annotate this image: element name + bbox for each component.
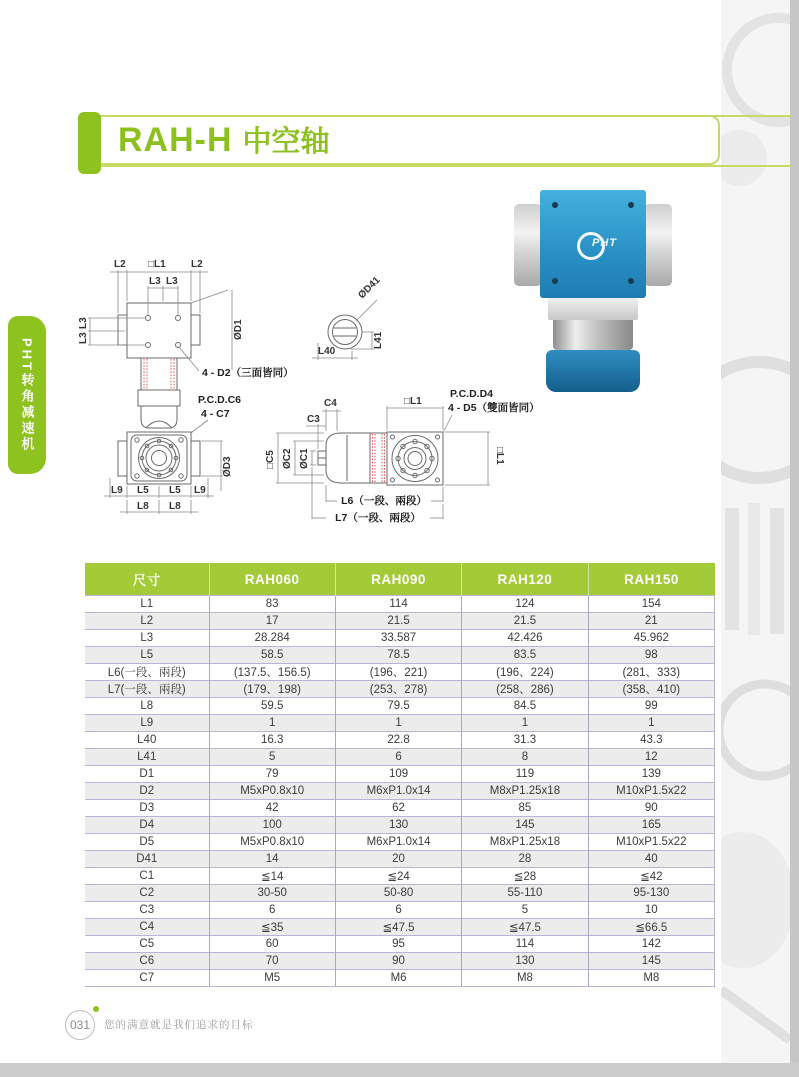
table-row	[85, 766, 715, 783]
dim-label: L5	[137, 485, 149, 496]
table-row	[85, 817, 715, 834]
row-label: C6	[85, 953, 209, 970]
spec-cell: M10xP1.5x22	[588, 783, 714, 800]
table-row	[85, 783, 715, 800]
dim-label: L8	[169, 501, 181, 512]
table-row	[85, 647, 715, 664]
background-machinery-image	[721, 0, 790, 1077]
table-row	[85, 698, 715, 715]
drawing-note: 4 - D2（三面皆同）	[202, 367, 294, 379]
spec-cell: M6xP1.0x14	[335, 834, 461, 851]
dim-label: □L1	[494, 447, 505, 465]
dim-label: L3	[149, 276, 161, 287]
row-label: L2	[85, 613, 209, 630]
spec-cell: 8	[462, 749, 588, 766]
spec-cell: 45.962	[588, 630, 714, 647]
spec-table	[85, 563, 715, 987]
spec-cell: (358、410)	[588, 681, 714, 698]
drawing-note: P.C.D.D4	[450, 388, 493, 400]
table-row	[85, 613, 715, 630]
top-view-drawing	[78, 259, 294, 439]
screw-dot	[628, 202, 634, 208]
spec-cell: ≦42	[588, 868, 714, 885]
dim-label: L6（一段、兩段）	[341, 495, 427, 507]
row-label: C1	[85, 868, 209, 885]
table-row	[85, 715, 715, 732]
spec-cell: ≦47.5	[335, 919, 461, 936]
spec-cell: 83	[209, 596, 335, 613]
spec-cell: ≦28	[462, 868, 588, 885]
table-row	[85, 749, 715, 766]
spec-cell: 114	[335, 596, 461, 613]
table-row	[85, 970, 715, 987]
table-row	[85, 902, 715, 919]
dim-label: □L1	[404, 396, 422, 407]
screw-dot	[552, 202, 558, 208]
footer-tagline: 您的满意就是我们追求的目标	[104, 1019, 254, 1031]
spec-cell: 6	[335, 902, 461, 919]
dim-label: L3	[166, 276, 178, 287]
row-label: L5	[85, 647, 209, 664]
spec-cell: 95-130	[588, 885, 714, 902]
spec-cell: ≦35	[209, 919, 335, 936]
spec-cell: 21.5	[335, 613, 461, 630]
screw-dot	[552, 278, 558, 284]
row-label: D2	[85, 783, 209, 800]
row-label: D3	[85, 800, 209, 817]
product-photo	[500, 182, 685, 394]
dim-label: L5	[169, 485, 181, 496]
header-accent-bar	[78, 112, 101, 174]
sidebar-category-label: PHT转角减速机	[19, 337, 35, 453]
footer-green-dot	[93, 1006, 99, 1012]
spec-cell: M8xP1.25x18	[462, 783, 588, 800]
spec-cell: (196、221)	[335, 664, 461, 681]
row-label: L40	[85, 732, 209, 749]
spec-cell: 16.3	[209, 732, 335, 749]
table-row	[85, 800, 715, 817]
table-row	[85, 732, 715, 749]
column-header: RAH120	[462, 563, 588, 596]
spec-cell: 78.5	[335, 647, 461, 664]
spec-cell: 50-80	[335, 885, 461, 902]
spec-cell: 124	[462, 596, 588, 613]
page-edge-right	[790, 0, 799, 1077]
spec-cell: 6	[335, 749, 461, 766]
spec-cell: M5xP0.8x10	[209, 834, 335, 851]
spec-cell: ≦14	[209, 868, 335, 885]
drawing-note: 4 - C7	[201, 408, 230, 420]
spec-cell: 1	[335, 715, 461, 732]
corner-header: 尺寸	[85, 563, 209, 596]
spec-cell: ≦24	[335, 868, 461, 885]
column-header: RAH060	[209, 563, 335, 596]
spec-cell: 31.3	[462, 732, 588, 749]
spec-cell: 1	[588, 715, 714, 732]
row-label: L1	[85, 596, 209, 613]
spec-cell: 100	[209, 817, 335, 834]
dim-label: C4	[324, 398, 337, 409]
spec-cell: 12	[588, 749, 714, 766]
spec-cell: M6xP1.0x14	[335, 783, 461, 800]
page-title	[118, 119, 330, 160]
spec-cell: 30-50	[209, 885, 335, 902]
spec-cell: 130	[462, 953, 588, 970]
row-label: C2	[85, 885, 209, 902]
spec-cell: (179、198)	[209, 681, 335, 698]
spec-cell: (258、286)	[462, 681, 588, 698]
spec-cell: ≦66.5	[588, 919, 714, 936]
spec-cell: 21.5	[462, 613, 588, 630]
spec-cell: 14	[209, 851, 335, 868]
table-row	[85, 664, 715, 681]
spec-cell: 70	[209, 953, 335, 970]
column-header: RAH090	[335, 563, 461, 596]
table-row	[85, 936, 715, 953]
spec-cell: 59.5	[209, 698, 335, 715]
spec-cell: 43.3	[588, 732, 714, 749]
row-label: L9	[85, 715, 209, 732]
dim-label: L7（一段、兩段）	[335, 512, 421, 524]
spec-cell: 145	[462, 817, 588, 834]
spec-cell: M6	[335, 970, 461, 987]
drawing-note: P.C.D.C6	[198, 394, 241, 406]
dim-label: L9	[194, 485, 206, 496]
spec-cell: 28	[462, 851, 588, 868]
spec-cell: 114	[462, 936, 588, 953]
row-label: L8	[85, 698, 209, 715]
row-label: D4	[85, 817, 209, 834]
spec-cell: 142	[588, 936, 714, 953]
spec-cell: 95	[335, 936, 461, 953]
spec-cell: ≦47.5	[462, 919, 588, 936]
spec-cell: 83.5	[462, 647, 588, 664]
dim-label: L2	[114, 259, 126, 270]
spec-cell: 90	[588, 800, 714, 817]
product-left-flange	[514, 204, 542, 286]
spec-cell: 109	[335, 766, 461, 783]
row-label: L41	[85, 749, 209, 766]
spec-cell: 119	[462, 766, 588, 783]
spec-cell: 33.587	[335, 630, 461, 647]
spec-cell: M8	[588, 970, 714, 987]
spec-cell: 20	[335, 851, 461, 868]
spec-cell: 1	[462, 715, 588, 732]
side-view-drawing	[265, 388, 540, 524]
spec-cell: 58.5	[209, 647, 335, 664]
table-row	[85, 834, 715, 851]
product-cylinder	[553, 320, 633, 350]
spec-cell: (196、224)	[462, 664, 588, 681]
spec-cell: (137.5、156.5)	[209, 664, 335, 681]
spec-cell: 28.284	[209, 630, 335, 647]
table-row	[85, 681, 715, 698]
spec-cell: 10	[588, 902, 714, 919]
dim-label: ØD41	[356, 274, 383, 302]
spec-cell: 84.5	[462, 698, 588, 715]
product-base	[546, 350, 640, 392]
flange-view-drawing	[104, 432, 233, 514]
dim-label: L9	[111, 485, 123, 496]
dim-label: □L1	[148, 259, 166, 270]
spec-cell: 60	[209, 936, 335, 953]
page-title-model: RAH-H	[118, 121, 233, 159]
spec-cell: 42.426	[462, 630, 588, 647]
row-label: L6(一段、兩段)	[85, 664, 209, 681]
dim-label: L3	[78, 332, 89, 344]
drawing-note: 4 - D5（雙面皆同）	[448, 402, 540, 414]
spec-cell: 85	[462, 800, 588, 817]
page-title-cn: 中空轴	[242, 126, 330, 158]
spec-cell: (253、278)	[335, 681, 461, 698]
dim-label: ØD3	[222, 456, 233, 477]
spec-cell: 165	[588, 817, 714, 834]
table-row	[85, 885, 715, 902]
spec-cell: 40	[588, 851, 714, 868]
spec-cell: M10xP1.5x22	[588, 834, 714, 851]
dim-label: □C5	[265, 450, 276, 469]
row-label: L7(一段、兩段)	[85, 681, 209, 698]
dim-label: L2	[191, 259, 203, 270]
page-edge-bottom	[0, 1063, 799, 1077]
row-label: C3	[85, 902, 209, 919]
row-label: D5	[85, 834, 209, 851]
sidebar-category-tab	[8, 316, 46, 474]
dim-label: L40	[318, 346, 336, 357]
table-row	[85, 851, 715, 868]
screw-dot	[628, 278, 634, 284]
header-rule-bottom	[88, 165, 791, 167]
spec-cell: 154	[588, 596, 714, 613]
table-row	[85, 919, 715, 936]
spec-cell: 79	[209, 766, 335, 783]
spec-cell: 21	[588, 613, 714, 630]
dim-label: L8	[137, 501, 149, 512]
dim-label: ØC2	[282, 448, 293, 469]
spec-cell: 5	[209, 749, 335, 766]
spec-cell: 6	[209, 902, 335, 919]
table-row	[85, 596, 715, 613]
dimension-drawing	[60, 245, 550, 555]
dim-label: L41	[373, 331, 384, 349]
product-body	[540, 190, 646, 298]
table-row	[85, 630, 715, 647]
dim-label: L3	[78, 317, 89, 329]
dim-label: ØC1	[299, 448, 310, 469]
row-label: D41	[85, 851, 209, 868]
spec-cell: 130	[335, 817, 461, 834]
spec-cell: 99	[588, 698, 714, 715]
spec-cell: (281、333)	[588, 664, 714, 681]
row-label: C7	[85, 970, 209, 987]
spec-cell: 5	[462, 902, 588, 919]
row-label: C5	[85, 936, 209, 953]
spec-cell: 1	[209, 715, 335, 732]
spec-cell: 79.5	[335, 698, 461, 715]
row-label: D1	[85, 766, 209, 783]
spec-cell: 98	[588, 647, 714, 664]
dim-label: C3	[307, 414, 320, 425]
product-adapter-plate	[548, 298, 638, 320]
dim-label: ØD1	[233, 319, 244, 340]
spec-cell: M8	[462, 970, 588, 987]
page-number-badge	[65, 1010, 95, 1040]
spec-cell: M8xP1.25x18	[462, 834, 588, 851]
spec-cell: 22.8	[335, 732, 461, 749]
spec-cell: 55-110	[462, 885, 588, 902]
spec-cell: M5	[209, 970, 335, 987]
spec-cell: 139	[588, 766, 714, 783]
spec-cell: 145	[588, 953, 714, 970]
spec-cell: 17	[209, 613, 335, 630]
spec-cell: 62	[335, 800, 461, 817]
column-header: RAH150	[588, 563, 714, 596]
page-number: 031	[69, 1018, 91, 1032]
row-label: L3	[85, 630, 209, 647]
brand-logo-text: PHT	[592, 237, 617, 249]
product-right-flange	[644, 204, 672, 286]
spec-cell: M5xP0.8x10	[209, 783, 335, 800]
table-row	[85, 868, 715, 885]
table-row	[85, 953, 715, 970]
row-label: C4	[85, 919, 209, 936]
spec-cell: 90	[335, 953, 461, 970]
spec-cell: 42	[209, 800, 335, 817]
bore-view-drawing	[312, 275, 384, 360]
